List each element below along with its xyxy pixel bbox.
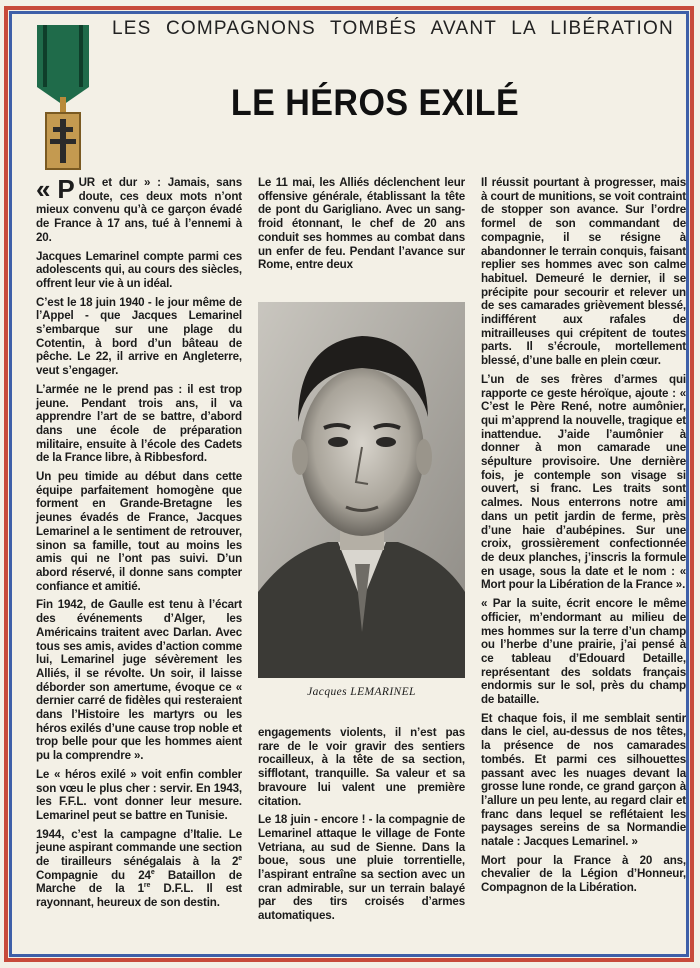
paragraph: Il réussit pourtant à progresser, mais à court de munitions, se voit contraint de stopper son avance. Sur l’ordre formel de son commandant de compagnie, il se résigne à abandonner le terrain conquis, faisant replier ses hommes avec son calme habituel. Demeuré le dernier, il se précipite pour secourir et relever un de ses camarades grièvement blessé, indifférent aux rafales de mitrailleuses qui crépitent de toutes parts. Il s’écroule, mortellement blessé, d’une balle en plein cœur. [481,176,686,368]
paragraph: Le 18 juin - encore ! - la compagnie de Lemarinel attaque le village de Fonte Vetriana, au sud de Sienne. Dans la boue, sous une pluie torrentielle, l’aspirant entraîne sa section avec un cran admirable, sur un terrain balayé par des tirs croisés d’armes automatiques. [258,813,465,923]
paragraph: Un peu timide au début dans cette équipe parfaitement homogène que forment en Grande-Bretagne les jeunes évadés de France, Jacques Lemarinel a le sentiment de retrouver, sinon sa famille, tout au moins les amis qui ne l’ont pas suivi. D’un abord réservé, il donne sans compter confiance et amitié. [36,470,242,593]
article-column-2-top [258,176,465,277]
portrait-illustration [258,302,465,678]
paragraph: Mort pour la France à 20 ans, chevalier de la Légion d’Honneur, Compagnon de la Libération. [481,853,686,895]
paragraph: Le 11 mai, les Alliés déclenchent leur offensive générale, établissant la tête de pont du Garigliano. Avec un sang-froid étonnant, le chef de 20 ans conduit ses hommes au combat dans un enfer de feu. Pendant l’avance sur Rome, entre deux [258,176,465,272]
article-column-3 [481,176,686,900]
portrait-photo [258,302,465,678]
paragraph: Jacques Lemarinel compte parmi ces adolescents qui, au cours des siècles, offrent leur vie à un idéal. [36,249,242,290]
paragraph: L’un de ses frères d’armes qui rapporte ce geste héroïque, ajoute : « C’est le Père René, notre aumônier, qui m’apprend la nouvelle, tragique et inattendue. J’aide l’aumônier à donner à mon camarade une sépulture provisoire. Une dernière fois, je contemple son visage si ouvert, si franc. Les traits sont calmes. Nous enterrons notre ami dans un petit jardin de ferme, près d’une haie d’aubépines. Sur une croix, grossièrement confectionnée de deux planches, j’inscris la formule en usage, sous la date et le nom : « Mort pour la Libération de la France ». [481,372,686,592]
article-column-2-bottom [258,726,465,928]
cross-of-lorraine-medal-icon [34,25,92,173]
paragraph: C’est le 18 juin 1940 - le jour même de l’Appel - que Jacques Lemarinel s’embarque sur une plage du Cotentin, à bord d’un bâteau de pêche. Le 22, il arrive en Angleterre, veut s’engager. [36,295,242,378]
drop-cap: « P [36,174,75,204]
series-heading: LES COMPAGNONS TOMBÉS AVANT LA LIBÉRATION [112,18,674,39]
paragraph: « P UR et dur » : Jamais, sans doute, ces deux mots n’ont mieux convenu qu’à ce garçon évadé de France à 17 ans, tué à l’ennemi à 20. [36,174,242,244]
paragraph: « Par la suite, écrit encore le même officier, m’endormant au milieu de mes hommes sur la terre d’un champ ou l’herbe d’une prairie, j’ai pensé à ce tableau d’Edouard Detaille, représentant des soldats français endormis sur le sol, près du champ de bataille. [481,597,686,707]
paragraph: engagements violents, il n’est pas rare de le voir gravir des sentiers rocailleux, à la tête de sa section, sifflotant, tranquille. Sa valeur et sa bravoure lui valent une première citation. [258,726,465,808]
paragraph: 1944, c’est la campagne d’Italie. Le jeune aspirant commande une section de tirailleurs sénégalais à la 2e Compagnie du 24e Bataillon de Marche de la 1re D.F.L. Il est rayonnant, heureux de son destin. [36,827,242,910]
paragraph: Fin 1942, de Gaulle est tenu à l’écart des événements d’Alger, les Américains traitent avec Darlan. Avec tous ses amis, avides d’action comme lui, Lemarinel juge sévèrement les Alliés, il se révolte. Un soir, il laisse déborder son amertume, évoque ce « dernier carré de fidèles qui resteraient dans l’Histoire les martyrs ou les héros exilés d’une cause trop noble et trop belle pour que les hommes aient pu la comprendre ». [36,598,242,763]
article-column-1 [36,176,242,915]
photo-caption: Jacques LEMARINEL [307,686,416,698]
paragraph: Le « héros exilé » voit enfin combler son vœu le plus cher : servir. En 1943, les F.F.L. vont donner leur mesure. Lemarinel peut se battre en Tunisie. [36,767,242,822]
paragraph: Et chaque fois, il me semblait sentir dans le ciel, au-dessus de nos têtes, la présence de nos camarades tombés. Et parmi ces silhouettes passant avec les nuages devant la grosse lune ronde, ce grand garçon à l’allure un peu lente, au regard clair et franc dans lequel se reflétaient les paysages sereins de sa Normandie natale : Jacques Lemarinel. » [481,711,686,849]
paragraph: L’armée ne le prend pas : il est trop jeune. Pendant trois ans, il va apprendre l’art de se battre, d’abord dans une école de préparation militaire, ensuite à l’école des Cadets de la France libre, à Ribbesford. [36,382,242,465]
article-title: LE HÉROS EXILÉ [230,82,520,123]
